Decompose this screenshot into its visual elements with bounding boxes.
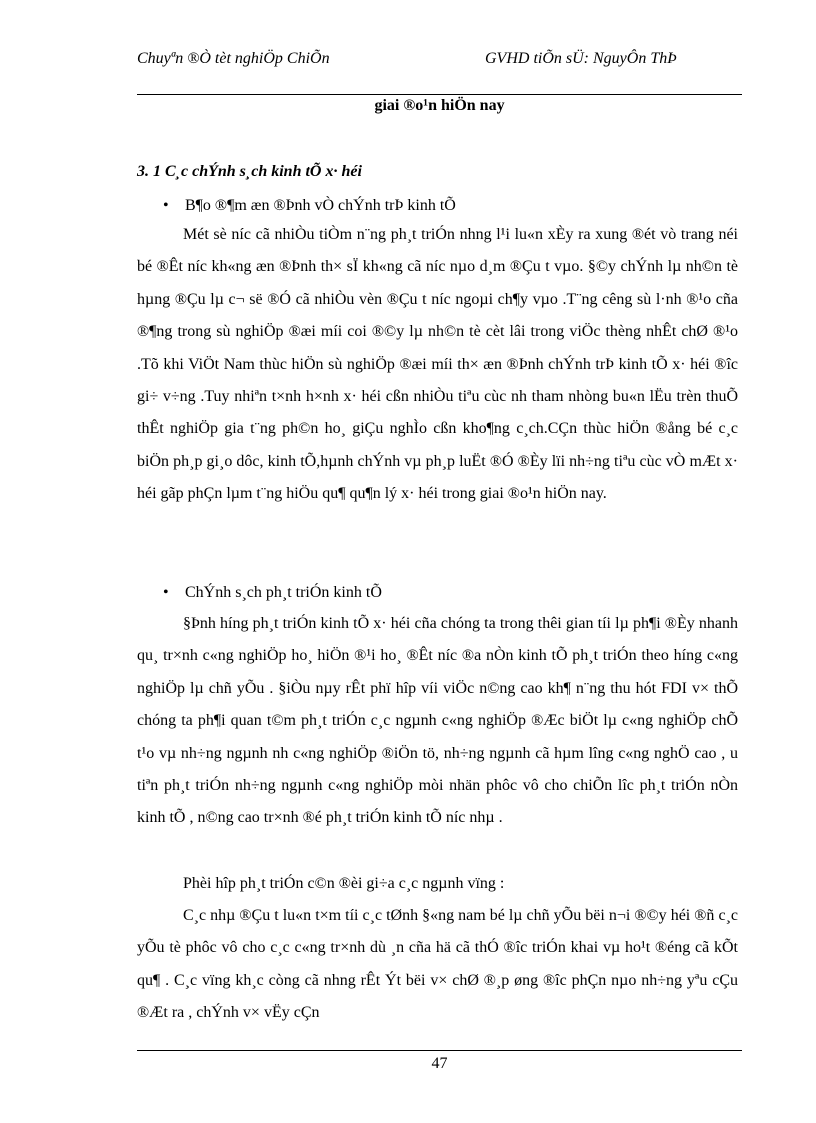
page-header <box>137 48 742 94</box>
header-rule <box>137 94 742 95</box>
section-heading: 3. 1 C¸c chÝnh s¸ch kinh tÕ x· héi <box>137 163 362 180</box>
page-number: 47 <box>431 1055 448 1072</box>
footer-rule <box>137 1050 742 1051</box>
bullet-icon: • <box>163 584 169 601</box>
paragraph-stability: Mét sè níc cã nhiÒu tiÒm n¨ng ph¸t triÓn nhng l¹i lu«n xÈy ra xung ®ét vò trang néi bé ®Êt níc kh«ng æn ®Þnh th× sÏ kh«ng cã níc nµo d¸m ®Çu t vµo. §©y chÝnh lµ nh©n tè hµng ®Çu lµ c¬ së ®Ó cã nhiÒu vèn ®Çu t níc ngoµi ch¶y vµo .T¨ng cêng sù l·nh ®¹o cña ®¶ng trong sù nghiÖp ®æi míi coi ®©y lµ nh©n tè cèt lâi trong viÖc thèng nhÊt chØ ®¹o .Tõ khi ViÖt Nam thùc hiÖn sù nghiÖp ®æi míi th× æn ®Þnh chÝnh trÞ kinh tÕ x· héi ®îc gi÷ v÷ng .Tuy nhiªn t×nh h×nh x· héi cßn nhiÒu tiªu cùc nh tham nhòng bu«n lËu trèn thuÕ thÊt nghiÖp gia t¨ng ph©n ho¸ giÇu nghÌo cßn kho¶ng c¸ch.CÇn thùc hiÖn ®ång bé c¸c biÖn ph¸p gi¸o dôc, kinh tÕ,hµnh chÝnh vµ ph¸p luËt ®Ó ®Èy lïi nh÷ng tiªu cùc vÒ mÆt x· héi gãp phÇn lµm t¨ng hiÖu qu¶ qu¶n lý x· héi trong giai ®o¹n hiÖn nay. <box>137 226 738 503</box>
continued-heading: giai ®o¹n hiÖn nay <box>374 97 505 114</box>
bullet-item-political-stability <box>163 196 456 216</box>
bullet-label: B¶o ®¶m æn ®Þnh vÒ chÝnh trÞ kinh tÕ <box>185 197 456 214</box>
paragraph-regional-balance: Phèi hîp ph¸t triÓn c©n ®èi gi÷a c¸c ngµnh vïng : <box>183 875 505 892</box>
header-thesis-title: Chuyªn ®Ò tèt nghiÖp ChiÕn <box>137 50 330 67</box>
header-advisor: GVHD tiÕn sÜ: NguyÔn ThÞ <box>485 50 677 67</box>
bullet-item-economic-policy <box>163 583 382 603</box>
paragraph-investors: C¸c nhµ ®Çu t lu«n t×m tíi c¸c tØnh §«ng nam bé lµ chñ yÕu bëi n¬i ®©y héi ®ñ c¸c yÕu tè phôc vô cho c¸c c«ng tr×nh dù ¸n cña hä cã thÓ ®îc triÓn khai vµ ho¹t ®éng cã kÕt qu¶ . C¸c vïng kh¸c còng cã nhng rÊt Ýt bëi v× chØ ®¸p øng ®îc phÇn nµo nh÷ng yªu cÇu ®Æt ra , chÝnh v× vËy cÇn <box>137 907 738 1022</box>
bullet-label: ChÝnh s¸ch ph¸t triÓn kinh tÕ <box>185 584 382 601</box>
paragraph-economic-development: §Þnh híng ph¸t triÓn kinh tÕ x· héi cña chóng ta trong thêi gian tíi lµ ph¶i ®Èy nhanh qu¸ tr×nh c«ng nghiÖp ho¸ hiÖn ®¹i ho¸ ®Êt níc ®a nÒn kinh tÕ ph¸t triÓn theo híng c«ng nghiÖp lµ chñ yÕu . §iÒu nµy rÊt phï hîp víi viÖc n©ng cao kh¶ n¨ng thu hót FDI v× thÕ chóng ta ph¶i quan t©m ph¸t triÓn c¸c ngµnh c«ng nghiÖp ®Æc biÖt lµ c«ng nghiÖp chÕ t¹o vµ nh÷ng ngµnh nh c«ng nghiÖp ®iÖn tö, nh÷ng ngµnh cã hµm lîng c«ng nghÖ cao , u tiªn ph¸t triÓn nh÷ng ngµnh c«ng nghiÖp mòi nhän phôc vô cho chiÕn lîc ph¸t triÓn nÒn kinh tÕ , n©ng cao tr×nh ®é ph¸t triÓn kinh tÕ níc nhµ . <box>137 615 738 827</box>
bullet-icon: • <box>163 197 169 214</box>
